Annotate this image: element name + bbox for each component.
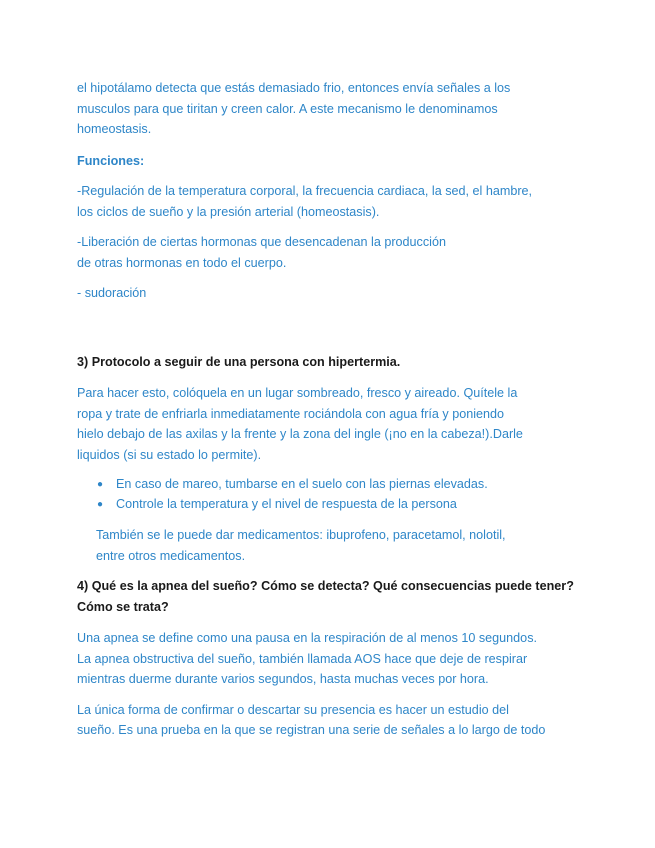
answer-3-paragraph [77, 383, 582, 465]
list-item-text: Controle la temperatura y el nivel de respuesta de la persona [116, 496, 457, 511]
medication-note [96, 525, 582, 566]
text-line: 4) Qué es la apnea del sueño? Cómo se detecta? Qué consecuencias puede tener? [77, 579, 574, 593]
intro-paragraph [77, 78, 582, 140]
question-3-heading: 3) Protocolo a seguir de una persona con hipertermia. [77, 354, 401, 369]
question-4-heading [77, 576, 582, 617]
text-line: musculos para que tiritan y creen calor. A este mecanismo le denominamos [77, 101, 498, 116]
text-line: sueño. Es una prueba en la que se registran una serie de señales a lo largo de todo [77, 723, 546, 737]
list-item-text: En caso de mareo, tumbarse en el suelo con las piernas elevadas. [116, 477, 488, 491]
text-line: La apnea obstructiva del sueño, también llamada AOS hace que deje de respirar [77, 651, 528, 666]
text-line: -Regulación de la temperatura corporal, la frecuencia cardiaca, la sed, el hambre, [77, 184, 533, 198]
text-line: de otras hormonas en todo el cuerpo. [77, 255, 287, 270]
answer-4-paragraph-2 [77, 700, 582, 741]
text-line: Una apnea se define como una pausa en la respiración de al menos 10 segundos. [77, 631, 537, 645]
text-line: los ciclos de sueño y la presión arterial (homeostasis). [77, 204, 380, 219]
document-page [77, 78, 582, 741]
text-line: También se le puede dar medicamentos: ibuprofeno, paracetamol, nolotil, [96, 528, 506, 542]
text-line: hielo debajo de las axilas y la frente y la zona del ingle (¡no en la cabeza!).Darle [77, 427, 523, 441]
text-line: -Liberación de ciertas hormonas que desencadenan la producción [77, 235, 446, 249]
answer-4-paragraph-1 [77, 628, 582, 690]
text-line: entre otros medicamentos. [96, 548, 246, 563]
list-item [77, 495, 582, 515]
text-line: ropa y trate de enfriarla inmediatamente rociándola con agua fría y poniendo [77, 406, 505, 421]
bullet-icon: ● [97, 498, 104, 510]
text-line: Para hacer esto, colóquela en un lugar sombreado, fresco y aireado. Quítele la [77, 386, 518, 400]
funciones-item-1 [77, 181, 582, 222]
text-line: Cómo se trata? [77, 599, 169, 614]
text-line: liquidos (si su estado lo permite). [77, 447, 262, 462]
bullet-list [77, 475, 582, 514]
funciones-heading: Funciones: [77, 153, 145, 168]
funciones-item-3: - sudoración [77, 286, 147, 300]
text-line: mientras duerme durante varios segundos, hasta muchas veces por hora. [77, 672, 489, 686]
text-line: La única forma de confirmar o descartar su presencia es hacer un estudio del [77, 702, 509, 717]
funciones-item-2 [77, 232, 582, 273]
text-line: homeostasis. [77, 122, 152, 136]
list-item [77, 475, 582, 495]
bullet-icon: ● [97, 479, 104, 490]
text-line: el hipotálamo detecta que estás demasiado frio, entonces envía señales a los [77, 81, 511, 95]
